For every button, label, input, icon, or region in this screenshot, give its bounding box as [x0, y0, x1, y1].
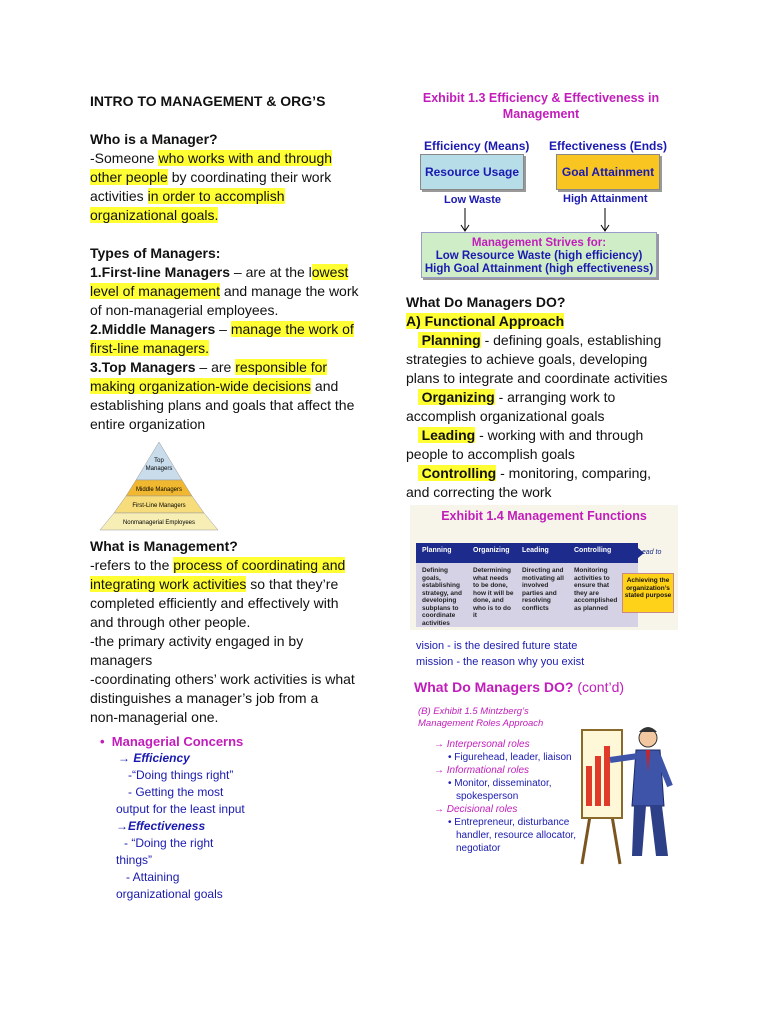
top-line-4: entire organization	[90, 416, 206, 432]
organizing-label	[418, 389, 495, 405]
label: 2.Middle Managers	[90, 321, 216, 337]
efficiency-label: → Efficiency	[118, 751, 190, 765]
high-attainment-label: High Attainment	[563, 193, 648, 205]
what-mgmt-line-8: distinguishes a manager’s job from a	[90, 690, 319, 706]
vision-mission	[416, 638, 584, 670]
planning-label	[418, 332, 481, 348]
effectiveness-label: →Effectiveness	[116, 819, 206, 833]
what-mgmt-line-5: -the primary activity engaged in by	[90, 633, 304, 649]
pyramid-label-nonmanagerial: Nonmanagerial Employees	[122, 520, 196, 526]
text: - working with and through	[475, 427, 644, 443]
heading-text: What Do Managers DO?	[414, 679, 574, 695]
presenter-clipart-icon	[576, 716, 676, 866]
decisional-desc-1: • Entrepreneur, disturbance	[448, 817, 570, 828]
first-line-1	[90, 263, 360, 282]
highlight: manage the work of	[230, 321, 354, 337]
label: 1.First-line Managers	[90, 264, 231, 280]
stage-planning: Planning	[422, 547, 452, 554]
text: -Someone	[90, 150, 159, 166]
label: 3.Top Managers	[90, 359, 196, 375]
planning-line-2: strategies to achieve goals, developing	[406, 351, 648, 367]
leading-desc: Directing and motivating all involved parties and resolving conflicts	[522, 567, 564, 612]
mission-line: mission - the reason why you exist	[416, 656, 585, 668]
efficiency-line-3: output for the least input	[116, 802, 245, 816]
strive-title: Management Strives for:	[471, 237, 607, 249]
achieving-purpose-box: Achieving the organization’s stated purpose	[622, 573, 674, 613]
informational-roles: → Informational roles	[434, 765, 530, 776]
vision-line: vision - is the desired future state	[416, 640, 578, 652]
what-mgmt-line-9: non-managerial one.	[90, 709, 219, 725]
what-is-management	[90, 537, 360, 727]
what-mgmt-heading: What is Management?	[90, 538, 238, 554]
what-mgmt-line-7: -coordinating others’ work activities is what	[90, 671, 355, 687]
what-mgmt-line-4: and through other people.	[90, 614, 251, 630]
organizing-desc: Determining what needs to be done, how it will be done, and who is to do it	[473, 567, 514, 619]
concerns-heading	[100, 733, 280, 750]
interpersonal-roles: → Interpersonal roles	[434, 739, 530, 750]
what-mgmt-line-2	[90, 575, 360, 594]
pyramid-label-firstline: First-Line Managers	[132, 503, 186, 509]
roles-list	[434, 738, 594, 855]
informational-desc-2: spokesperson	[456, 791, 519, 802]
organizing-line-2: accomplish organizational goals	[406, 408, 605, 424]
what-mgmt-line-1	[90, 556, 360, 575]
effectiveness-line-1: - “Doing the right	[124, 836, 214, 850]
heading-text: Managerial Concerns	[111, 734, 244, 749]
organizing-line-1	[406, 388, 676, 407]
bullet: •	[100, 734, 105, 749]
interpersonal-desc: • Figurehead, leader, liaison	[448, 752, 572, 763]
stage-controlling: Controlling	[574, 547, 612, 554]
text: – are	[195, 359, 236, 375]
first-line-2	[90, 282, 360, 301]
decisional-desc-2: handler, resource allocator,	[456, 830, 577, 841]
efficiency-means-label: Efficiency (Means)	[424, 139, 530, 153]
leading-line-2: people to accomplish goals	[406, 446, 575, 462]
what-mgmt-line-6: managers	[90, 652, 153, 668]
text: - arranging work to	[494, 389, 616, 405]
middle-line-2	[90, 339, 360, 358]
mintzberg-line-2: Management Roles Approach	[418, 718, 544, 729]
manager-pyramid	[92, 440, 226, 532]
resource-usage-box: Resource Usage	[420, 154, 524, 190]
decisional-roles: → Decisional roles	[434, 804, 518, 815]
functional-approach	[406, 312, 676, 331]
pyramid-label-middle: Middle Managers	[135, 487, 183, 493]
controlling-label	[418, 465, 497, 481]
leading-label	[418, 427, 476, 443]
mintzberg-title	[418, 706, 543, 730]
middle-line-1	[90, 320, 360, 339]
stage-organizing: Organizing	[473, 547, 510, 554]
arrow-down-icon	[600, 208, 610, 232]
stage-leading: Leading	[522, 547, 549, 554]
left-column	[90, 92, 360, 434]
types-heading: Types of Managers:	[90, 245, 221, 261]
planning-line-1	[406, 331, 676, 350]
highlight: who works with and through	[158, 150, 333, 166]
planning-desc: Defining goals, establishing strategy, and developing subplans to coordinate activities	[422, 567, 462, 627]
management-strives-box	[421, 232, 657, 278]
decisional-desc-3: negotiator	[456, 843, 501, 854]
goal-attainment-box: Goal Attainment	[556, 154, 660, 190]
top-line-3: establishing plans and goals that affect the	[90, 397, 355, 413]
lead-to-label: Lead to	[638, 549, 662, 556]
highlight: making organization-wide decisions	[90, 378, 312, 394]
managerial-concerns	[100, 733, 280, 903]
controlling-line-1	[406, 464, 676, 483]
text: -refers to the	[90, 557, 174, 573]
functions-section	[406, 293, 676, 502]
who-line-1	[90, 149, 360, 168]
informational-desc-1: • Monitor, disseminator,	[448, 778, 552, 789]
text: –	[215, 321, 231, 337]
top-line-1	[90, 358, 360, 377]
exhibit-14-title: Exhibit 1.4 Management Functions	[441, 509, 647, 523]
title-line-2: Management	[502, 107, 580, 121]
highlight: other people	[90, 169, 168, 185]
text: - defining goals, establishing	[480, 332, 662, 348]
cont-heading	[414, 679, 624, 695]
highlight: A) Functional Approach	[406, 313, 565, 329]
label-text: Planning	[421, 332, 481, 348]
controlling-line-2: and correcting the work	[406, 484, 552, 500]
who-line-4	[90, 206, 360, 225]
top-line-2	[90, 377, 360, 396]
leading-line-1	[406, 426, 676, 445]
efficiency-line-1: -“Doing things right”	[128, 768, 234, 782]
planning-line-3: plans to integrate and coordinate activities	[406, 370, 668, 386]
effectiveness-line-3: - Attaining	[126, 870, 180, 884]
exhibit-13-title	[406, 90, 676, 122]
text: - monitoring, comparing,	[496, 465, 652, 481]
mintzberg-line-1: (B) Exhibit 1.5 Mintzberg’s	[418, 706, 529, 717]
pyramid-label-top-2: Managers	[145, 466, 173, 472]
label-text: Leading	[421, 427, 476, 443]
highlight: level of management	[90, 283, 220, 299]
text: and manage the work	[219, 283, 359, 299]
highlight: owest	[311, 264, 349, 280]
label-text: Organizing	[421, 389, 495, 405]
highlight: process of coordinating and	[173, 557, 346, 573]
exhibit-14-management-functions	[410, 505, 678, 630]
effectiveness-line-4: organizational goals	[116, 887, 223, 901]
text: by coordinating their work	[167, 169, 332, 185]
arrow-down-icon	[460, 208, 470, 232]
text: so that they’re	[246, 576, 339, 592]
label-text: Controlling	[421, 465, 497, 481]
text: – are at the l	[230, 264, 312, 280]
highlight: responsible for	[235, 359, 328, 375]
highlight: organizational goals.	[90, 207, 219, 223]
what-do-managers-do-heading: What Do Managers DO?	[406, 294, 566, 310]
first-line-3: of non-managerial employees.	[90, 302, 279, 318]
highlight: integrating work activities	[90, 576, 247, 592]
heading-suffix: (cont’d)	[573, 679, 625, 695]
low-waste-label: Low Waste	[444, 194, 502, 206]
strive-line-2: High Goal Attainment (high effectiveness)	[424, 263, 654, 275]
strive-line-1: Low Resource Waste (high efficiency)	[435, 250, 643, 262]
pyramid-label-top-1: Top	[154, 458, 164, 464]
who-heading: Who is a Manager?	[90, 131, 218, 147]
page-title: INTRO TO MANAGEMENT & ORG’S	[90, 93, 326, 109]
effectiveness-line-2: things”	[116, 853, 153, 867]
what-mgmt-line-3: completed efficiently and effectively with	[90, 595, 339, 611]
effectiveness-ends-label: Effectiveness (Ends)	[549, 139, 668, 153]
controlling-desc: Monitoring activities to ensure that they are accomplished as planned	[574, 567, 618, 612]
title-line-1: Exhibit 1.3 Efficiency & Effectiveness in	[422, 91, 660, 105]
highlight: first-line managers.	[90, 340, 210, 356]
text: activities	[90, 188, 148, 204]
text: and	[311, 378, 339, 394]
who-line-2	[90, 168, 360, 187]
efficiency-line-2: - Getting the most	[128, 785, 224, 799]
highlight: in order to accomplish	[147, 188, 285, 204]
who-line-3	[90, 187, 360, 206]
